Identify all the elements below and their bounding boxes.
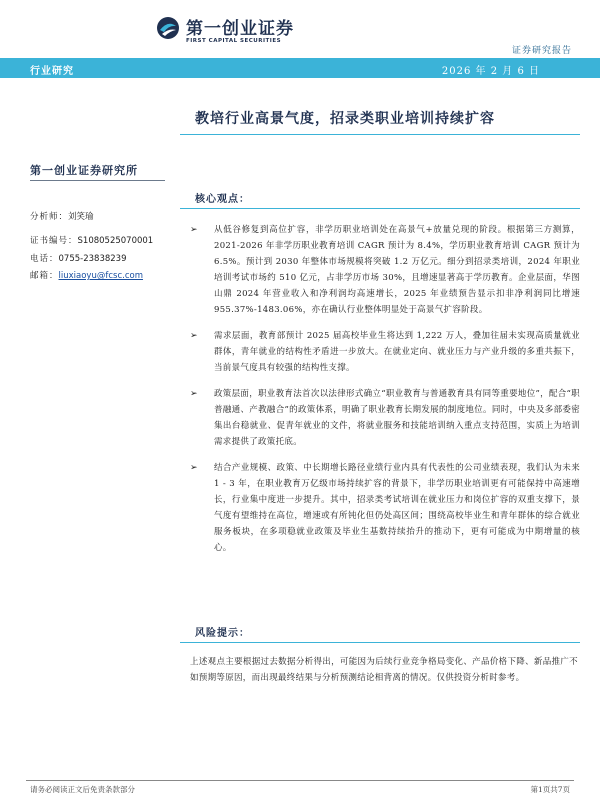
company-logo-mark-icon bbox=[156, 16, 180, 40]
core-bullet bbox=[190, 222, 580, 318]
email-link[interactable]: liuxiaoyu@fcsc.com bbox=[58, 271, 143, 281]
company-logo bbox=[156, 14, 306, 54]
research-institute: 第一创业证券研究所 bbox=[30, 164, 138, 177]
brand-name-en: FIRST CAPITAL SECURITIES bbox=[186, 38, 282, 44]
phone-line bbox=[30, 252, 126, 264]
report-title: 教培行业高景气度，招录类职业培训持续扩容 bbox=[195, 111, 495, 127]
risk-text: 上述观点主要根据过去数据分析得出，可能因为后续行业竞争格局变化、产品价格下降、新品推广不如预期等原因，而出现最终结果与分析预测结论相背离的情况。仅供投资分析时参考。 bbox=[190, 657, 578, 683]
report-category: 行业研究 bbox=[30, 66, 74, 77]
core-heading-divider bbox=[180, 208, 580, 209]
analyst-name: 刘笑瑜 bbox=[68, 212, 94, 222]
institute-divider bbox=[30, 180, 165, 181]
risk-heading-divider bbox=[180, 642, 580, 643]
core-bullet-text: 需求层面，教育部预计 2025 届高校毕业生将达到 1,222 万人，叠加往届未实现高质量就业群体，青年就业的结构性矛盾进一步放大。在就业定向、就业压力与产业升级的多重共振下，当前景气度具有较强的结构性支撑。 bbox=[214, 331, 580, 373]
brand-name: 第一创业证券 bbox=[186, 19, 294, 39]
core-bullet-text: 从低谷修复到高位扩容，非学历职业培训处在高景气+放量兑现的阶段。根据第三方测算，2021-2026 年非学历职业教育培训 CAGR 预计为 8.4%，学历职业教育培训 CAGR 预计为 6.5%。预计到 2030 年整体市场规模将突破 1.2 万亿元。细分到招录类培训，2024 年职业培训考试市场约 510 亿元，占非学历市场 30%，且增速显著高于学历教育。企业层面，华图山鼎 2024 年营业收入和净利润均高速增长，2025 年业绩预告显示扣非净利润同比增速 955.37%-1483.06%，亦在确认行业整体明显处于高景气扩容阶段。 bbox=[214, 225, 580, 315]
analyst-label: 分析师： bbox=[30, 212, 69, 222]
footer-disclaimer: 请务必阅读正文后免责条款部分 bbox=[30, 785, 135, 794]
core-bullet bbox=[190, 328, 580, 376]
risk-heading: 风险提示： bbox=[195, 628, 250, 639]
core-bullet bbox=[190, 386, 580, 450]
email-label: 邮箱： bbox=[30, 271, 59, 281]
title-divider bbox=[180, 134, 580, 135]
bullet-arrow-icon: ➢ bbox=[190, 389, 198, 399]
phone-value: 0755-23838239 bbox=[58, 254, 127, 264]
phone-label: 电话： bbox=[30, 254, 59, 264]
core-heading: 核心观点： bbox=[195, 194, 250, 205]
core-bullet bbox=[190, 460, 580, 556]
bullet-arrow-icon: ➢ bbox=[190, 225, 198, 235]
bullet-arrow-icon: ➢ bbox=[190, 331, 198, 341]
core-bullet-list bbox=[190, 222, 580, 566]
report-type: 证券研究报告 bbox=[511, 46, 572, 56]
page-number: 第1页共7页 bbox=[530, 785, 570, 794]
cert-line bbox=[30, 234, 153, 246]
cert-label: 证书编号： bbox=[30, 236, 78, 246]
core-bullet-text: 结合产业规模、政策、中长期增长路径业绩行业内具有代表性的公司业绩表现，我们认为未来 1 - 3 年，在职业教育万亿级市场持续扩容的背景下，非学历职业培训更有可能保持中高速增长，行业集中度进一步提升。其中，招录类考试培训在就业压力和岗位扩容的双重支撑下，景气度有望维持在高位，增速或有所钝化但仍处高区间；围绕高校毕业生和青年群体的综合就业服务板块，在多项稳就业政策及毕业生基数持续抬升的推动下，更有可能成为中期增量的核心。 bbox=[214, 463, 580, 553]
cert-value: S1080525070001 bbox=[77, 236, 154, 246]
report-date: 2026 年 2 月 6 日 bbox=[441, 66, 540, 77]
analyst-line bbox=[30, 210, 94, 222]
core-bullet-text: 政策层面，职业教育法首次以法律形式确立“职业教育与普通教育具有同等重要地位”，配合“职普融通、产教融合”的政策体系，明确了职业教育长期发展的制度地位。同时，中央及多部委密集出台稳就业、促青年就业的文件，将就业服务和技能培训纳入重点支持范围，实质上为培训需求提供了政策托底。 bbox=[214, 389, 580, 447]
email-line bbox=[30, 269, 143, 281]
footer-divider bbox=[26, 780, 574, 781]
bullet-arrow-icon: ➢ bbox=[190, 463, 198, 473]
